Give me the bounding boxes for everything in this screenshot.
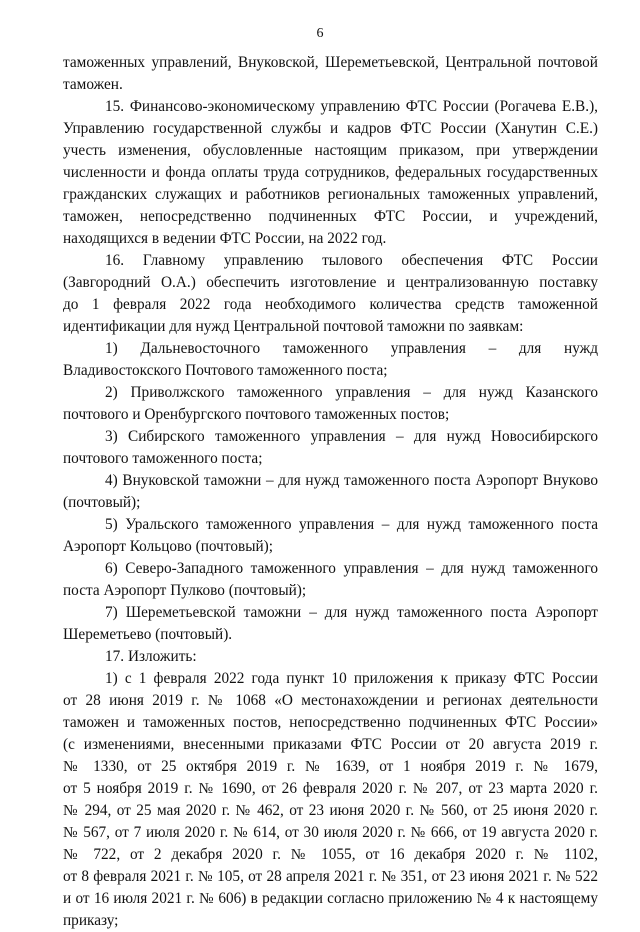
text-line: от 8 февраля 2021 г. № 105, от 28 апреля 2021 г. № 351, от 23 июня 2021 г. № 522 — [63, 868, 598, 885]
text-line: 2) Приволжского таможенного управления – для нужд Казанского — [105, 384, 598, 401]
text-line: 1) Дальневосточного таможенного управления – для нужд — [105, 340, 598, 357]
text-line: численности и фонда оплаты труда сотрудников, федеральных государственных — [63, 164, 598, 181]
text-line: и от 16 июля 2021 г. № 606) в редакции согласно приложению № 4 к настоящему — [63, 890, 598, 907]
text-line: 7) Шереметьевской таможни – для нужд таможенного поста Аэропорт — [105, 604, 598, 621]
text-line: поста Аэропорт Пулково (почтовый); — [63, 582, 307, 599]
text-line: № 294, от 25 мая 2020 г. № 462, от 23 июня 2020 г. № 560, от 25 июня 2020 г. — [63, 802, 598, 819]
text-line: почтового и Оренбургского почтового таможенных постов; — [63, 406, 450, 423]
text-line: № 1330, от 25 октября 2019 г. № 1639, от 1 ноября 2019 г. № 1679, — [63, 758, 598, 775]
text-line: 17. Изложить: — [105, 648, 197, 665]
text-line: 1) с 1 февраля 2022 года пункт 10 приложения к приказу ФТС России — [105, 670, 598, 687]
text-line: таможен. — [63, 76, 123, 93]
text-line: от 28 июня 2019 г. № 1068 «О местонахождении и регионах деятельности — [63, 692, 598, 709]
text-line: до 1 февраля 2022 года необходимого количества средств таможенной — [63, 296, 598, 313]
text-line: 4) Внуковской таможни – для нужд таможенного поста Аэропорт Внуково — [105, 472, 598, 489]
text-line: приказу; — [63, 912, 119, 929]
text-line: Управлению государственной службы и кадров ФТС России (Ханутин С.Е.) — [63, 120, 598, 137]
text-line: таможенных управлений, Внуковской, Шереметьевской, Центральной почтовой — [63, 54, 598, 71]
text-line: (почтовый); — [63, 494, 141, 511]
text-line: (с изменениями, внесенными приказами ФТС России от 20 августа 2019 г. — [63, 736, 598, 753]
text-line: идентификации для нужд Центральной почтовой таможни по заявкам: — [63, 318, 524, 335]
text-line: учесть изменения, обусловленные настоящим приказом, при утверждении — [63, 142, 598, 159]
text-line: находящихся в ведении ФТС России, на 2022 год. — [63, 230, 387, 247]
text-line: 6) Северо-Западного таможенного управления – для нужд таможенного — [105, 560, 598, 577]
text-line: (Завгородний О.А.) обеспечить изготовление и централизованную поставку — [63, 274, 598, 291]
text-line: Владивостокского Почтового таможенного поста; — [63, 362, 388, 379]
text-line: почтового таможенного поста; — [63, 450, 263, 467]
text-line: гражданских служащих и работников региональных таможенных управлений, — [63, 186, 598, 203]
document-body — [63, 52, 598, 932]
text-line: № 722, от 2 декабря 2020 г. № 1055, от 16 декабря 2020 г. № 1102, — [63, 846, 598, 863]
text-line: Шереметьево (почтовый). — [63, 626, 233, 643]
text-line: 16. Главному управлению тылового обеспечения ФТС России — [105, 252, 598, 269]
text-line: Аэропорт Кольцово (почтовый); — [63, 538, 274, 555]
text-line: 5) Уральского таможенного управления – для нужд таможенного поста — [105, 516, 598, 533]
text-line: 3) Сибирского таможенного управления – для нужд Новосибирского — [105, 428, 598, 445]
text-line: таможен, непосредственно подчиненных ФТС России, и учреждений, — [63, 208, 598, 225]
text-line: № 567, от 7 июля 2020 г. № 614, от 30 июля 2020 г. № 666, от 19 августа 2020 г. — [63, 824, 598, 841]
text-line: от 5 ноября 2019 г. № 1690, от 26 февраля 2020 г. № 207, от 23 марта 2020 г. — [63, 780, 598, 797]
text-line: 15. Финансово-экономическому управлению ФТС России (Рогачева Е.В.), — [105, 98, 598, 115]
text-line: таможен и таможенных постов, непосредственно подчиненных ФТС России» — [63, 714, 598, 731]
page-number: 6 — [316, 26, 324, 41]
